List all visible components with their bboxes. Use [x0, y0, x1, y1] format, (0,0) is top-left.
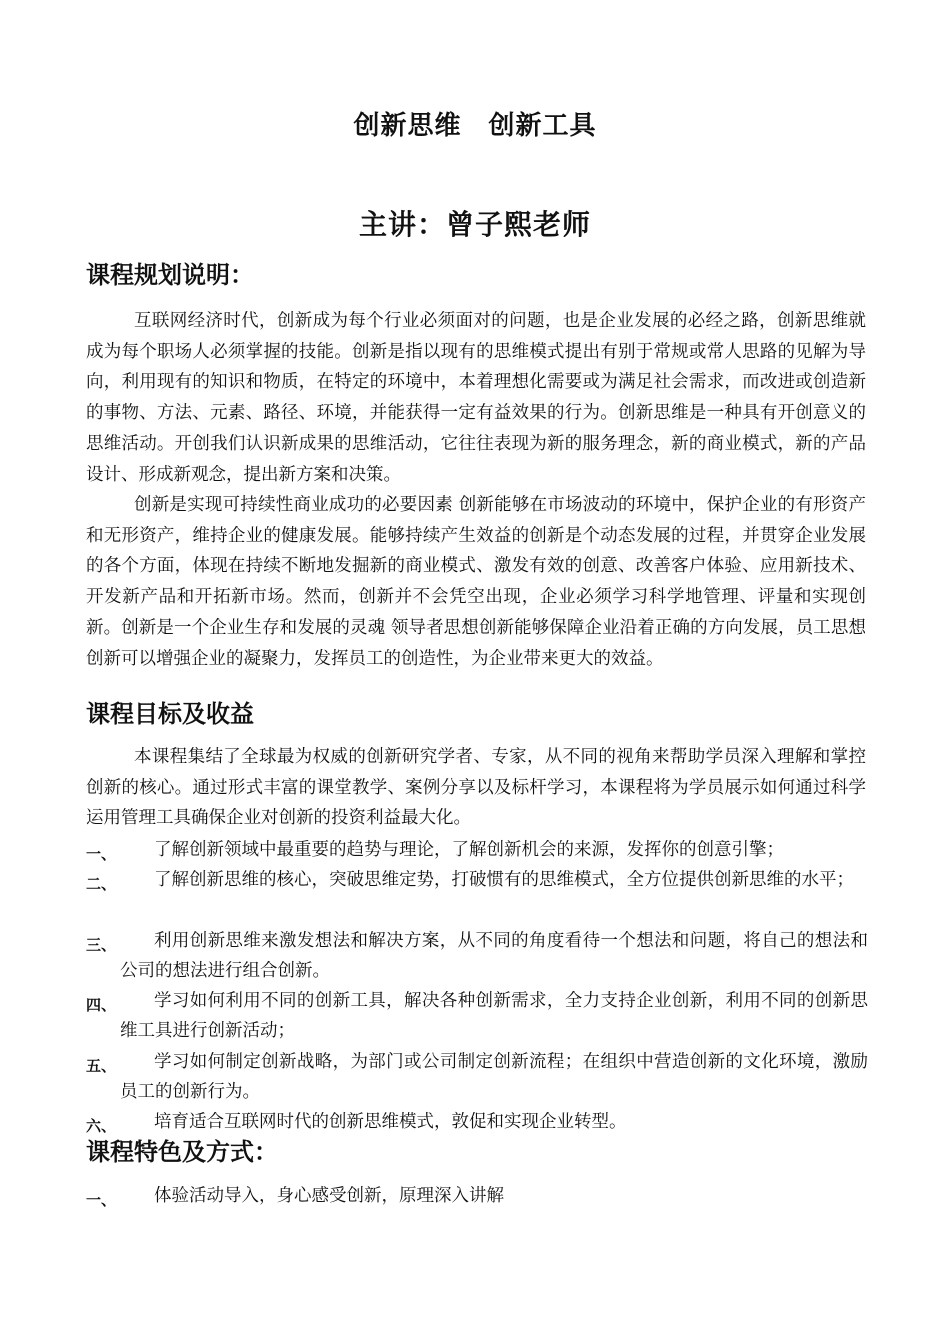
goal-item-number: 六、 [86, 1117, 117, 1135]
goal-item [86, 1107, 868, 1137]
goal-item [86, 835, 868, 865]
goal-item-text: 了解创新领域中最重要的趋势与理论，了解创新机会的来源，发挥你的创意引擎； [154, 840, 784, 860]
goal-item-number: 一、 [86, 845, 117, 863]
goal-item [86, 865, 868, 895]
goal-item-number: 四、 [86, 996, 117, 1014]
goal-item [86, 986, 868, 1047]
goal-item-number: 三、 [86, 936, 117, 954]
feature-item [86, 1181, 868, 1211]
paragraph-plan-2: 创新是实现可持续性商业成功的必要因素 创新能够在市场波动的环境中，保护企业的有形资产和无形资产，维持企业的健康发展。能够持续产生效益的创新是个动态发展的过程，并贯穿企业发展的各个方面，体现在持续不断地发掘新的商业模式、激发有效的创意、改善客户体验、应用新技术、开发新产品和开拓新市场。然而，创新并不会凭空出现，企业必须学习科学地管理、评量和实现创新。创新是一个企业生存和发展的灵魂 领导者思想创新能够保障企业沿着正确的方向发展，员工思想创新可以增强企业的凝聚力，发挥员工的创造性，为企业带来更大的效益。 [86, 495, 866, 669]
goal-item-text: 培育适合互联网时代的创新思维模式，敦促和实现企业转型。 [154, 1112, 627, 1132]
paragraph-goals-intro: 本课程集结了全球最为权威的创新研究学者、专家，从不同的视角来帮助学员深入理解和掌控创新的核心。通过形式丰富的课堂教学、案例分享以及标杆学习，本课程将为学员展示如何通过科学运用管理工具确保企业对创新的投资利益最大化。 [86, 747, 866, 829]
goal-item [86, 926, 868, 987]
document-title: 创新思维 创新工具 [353, 111, 597, 141]
goal-item-text: 利用创新思维来激发想法和解决方案，从不同的角度看待一个想法和问题，将自己的想法和公司的想法进行组合创新。 [120, 931, 868, 982]
feature-item-text: 体验活动导入，身心感受创新，原理深入讲解 [154, 1186, 504, 1206]
goal-item-number: 五、 [86, 1057, 117, 1075]
paragraph-plan-1: 互联网经济时代，创新成为每个行业必须面对的问题，也是企业发展的必经之路，创新思维就成为每个职场人必须掌握的技能。创新是指以现有的思维模式提出有别于常规或常人思路的见解为导向，利用现有的知识和物质，在特定的环境中，本着理想化需要或为满足社会需求，而改进或创造新的事物、方法、元素、路径、环境，并能获得一定有益效果的行为。创新思维是一种具有开创意义的思维活动。开创我们认识新成果的思维活动，它往往表现为新的服务理念，新的商业模式，新的产品设计、形成新观念，提出新方案和决策。 [86, 311, 866, 485]
goal-item-text: 了解创新思维的核心，突破思维定势，打破惯有的思维模式，全方位提供创新思维的水平； [154, 870, 854, 890]
section-heading-goals: 课程目标及收益 [86, 700, 254, 728]
goal-item-text: 学习如何利用不同的创新工具，解决各种创新需求，全力支持企业创新，利用不同的创新思维工具进行创新活动； [120, 991, 868, 1042]
feature-item-number: 一、 [86, 1191, 117, 1209]
section-heading-features: 课程特色及方式： [86, 1138, 278, 1166]
goal-item-text: 学习如何制定创新战略，为部门或公司制定创新流程；在组织中营造创新的文化环境，激励员工的创新行为。 [120, 1052, 868, 1103]
lecturer-line: 主讲：曾子熙老师 [358, 208, 591, 241]
goal-item [86, 1047, 868, 1108]
goal-item-number: 二、 [86, 875, 117, 893]
section-heading-plan: 课程规划说明： [86, 261, 254, 289]
